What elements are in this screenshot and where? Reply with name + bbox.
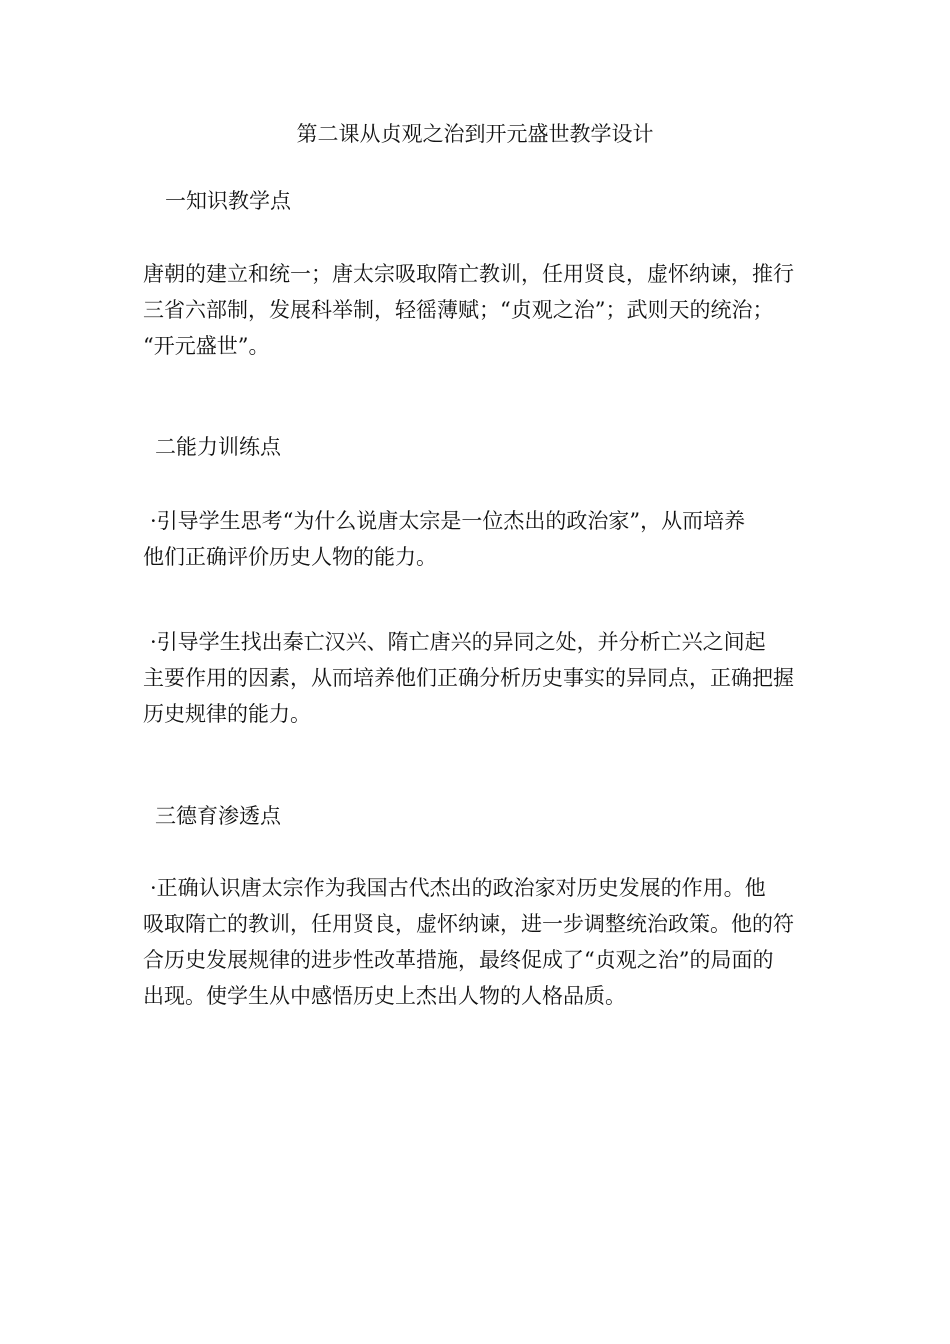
paragraph-line: 主要作用的因素，从而培养他们正确分析历史事实的异同点，正确把握	[143, 666, 794, 690]
paragraph-ability-1	[143, 503, 820, 575]
paragraph-line: “开元盛世”。	[143, 334, 270, 358]
paragraph-line: 三省六部制，发展科举制，轻徭薄赋；“贞观之治”；武则天的统治；	[143, 298, 774, 322]
paragraph-line: 唐朝的建立和统一；唐太宗吸取隋亡教训，任用贤良，虚怀纳谏，推行	[143, 262, 794, 286]
paragraph-line: 他们正确评价历史人物的能力。	[143, 545, 437, 569]
section-heading-ability: 二能力训练点	[155, 435, 281, 459]
paragraph-ability-2	[143, 624, 820, 732]
document-title: 第二课从贞观之治到开元盛世教学设计	[296, 122, 654, 146]
paragraph-line: 历史规律的能力。	[143, 702, 311, 726]
paragraph-line: ·引导学生找出秦亡汉兴、隋亡唐兴的异同之处，并分析亡兴之间起	[150, 630, 766, 654]
paragraph-moral	[143, 870, 820, 1014]
paragraph-line: 吸取隋亡的教训，任用贤良，虚怀纳谏，进一步调整统治政策。他的符	[143, 912, 794, 936]
paragraph-line: 合历史发展规律的进步性改革措施，最终促成了“贞观之治”的局面的	[143, 948, 774, 972]
section-heading-moral: 三德育渗透点	[155, 804, 281, 828]
paragraph-line: ·引导学生思考“为什么说唐太宗是一位杰出的政治家”，从而培养	[150, 509, 746, 533]
paragraph-line: ·正确认识唐太宗作为我国古代杰出的政治家对历史发展的作用。他	[150, 876, 766, 900]
section-heading-knowledge: 一知识教学点	[165, 189, 291, 213]
paragraph-knowledge	[143, 256, 813, 364]
paragraph-line: 出现。使学生从中感悟历史上杰出人物的人格品质。	[143, 984, 626, 1008]
